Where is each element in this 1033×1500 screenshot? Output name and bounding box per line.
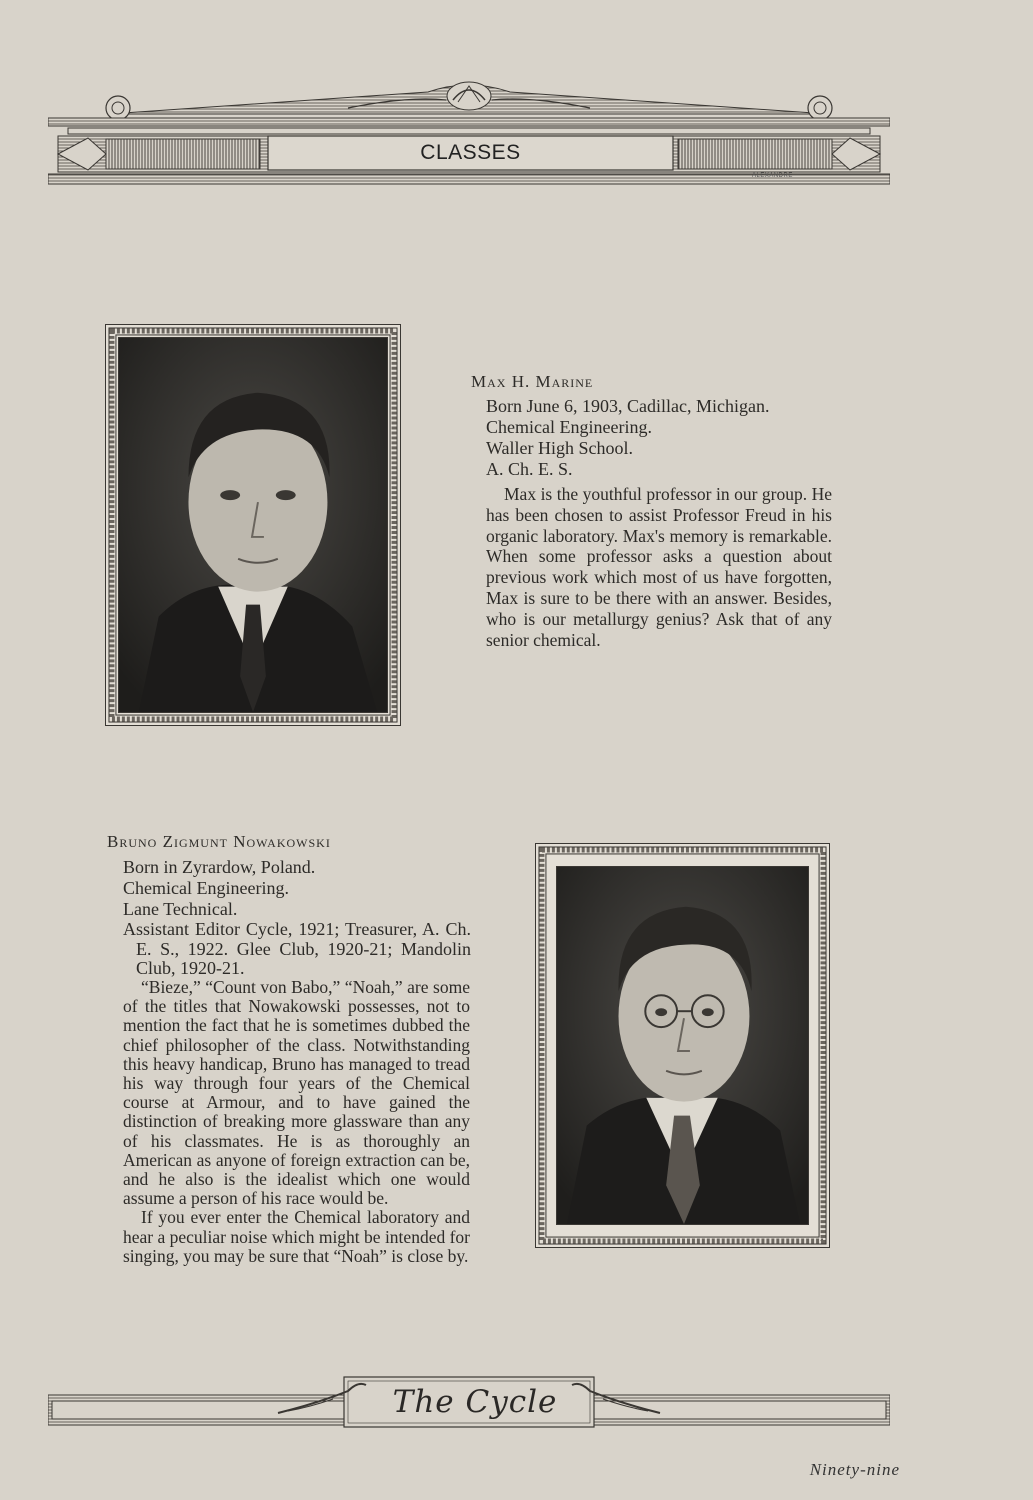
page-section-title: CLASSES: [420, 141, 521, 164]
student-name: Max H. Marine: [471, 372, 594, 391]
biography-text: [486, 484, 832, 650]
header-banner: [48, 78, 890, 188]
birth-info: Born June 6, 1903, Cadillac, Michigan.: [486, 396, 770, 416]
activities: A. Ch. E. S.: [486, 459, 573, 479]
biography-text: [123, 978, 470, 1266]
biography-paragraph: If you ever enter the Chemical laboratory and hear a peculiar noise which might be intended for singing, you may be sure that “Noah” is close by.: [123, 1207, 470, 1266]
student-name: Bruno Zigmunt Nowakowski: [107, 832, 331, 851]
biography-paragraph: Max is the youthful professor in our group. He has been chosen to assist Professor Freud in his organic laboratory. Max's memory is remarkable. When some professor asks a question about previous work which most of us have forgotten, Max is sure to be there with an answer. Besides, who is our metallurgy genius? Ask that of any senior chemical.: [486, 484, 832, 650]
high-school: Lane Technical.: [123, 899, 238, 919]
portrait-frame: [535, 843, 830, 1248]
yearbook-title: The Cycle: [392, 1384, 558, 1420]
biography-paragraph: “Bieze,” “Count von Babo,” “Noah,” are some of the titles that Nowakowski possesses, not to mention the fact that he is sometimes dubbed the chief philosopher of the class. Notwithstanding this heavy handicap, Bruno has managed to tread his way through four years of the Chemical course at Armour, and to have gained the distinction of breaking more glassware than any of his classmates. He is as thoroughly an American as anyone of foreign extraction can be, and he also is the idealist which one would assume a person of his race would be.: [123, 977, 470, 1209]
activities-text: Assistant Editor Cycle, 1921; Treasurer, A. Ch. E. S., 1922. Glee Club, 1920-21; Mandolin Club, 1920-21.: [123, 919, 471, 978]
course: Chemical Engineering.: [123, 878, 289, 898]
header-ornament: [48, 78, 890, 188]
portrait-frame: [105, 324, 401, 726]
portrait-photo-max-marine: [118, 337, 388, 713]
activities: [123, 920, 471, 979]
course: Chemical Engineering.: [486, 417, 652, 437]
artist-signature: ALEXANDRE: [752, 173, 793, 179]
portrait-photo-bruno-nowakowski: [556, 866, 809, 1225]
birth-info: Born in Zyrardow, Poland.: [123, 857, 316, 877]
high-school: Waller High School.: [486, 438, 634, 458]
page-number: Ninety-nine: [809, 1460, 900, 1479]
